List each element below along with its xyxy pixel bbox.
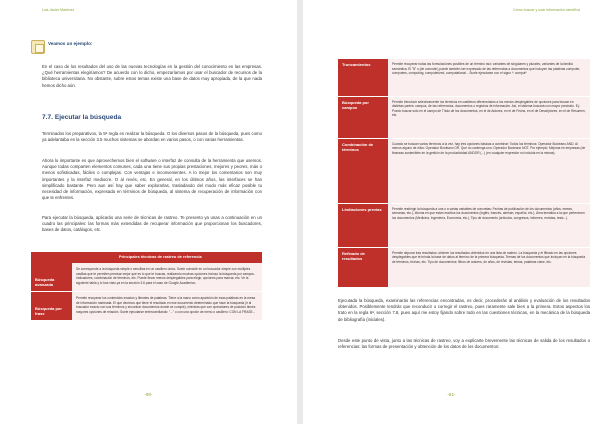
- table-row: [338, 59, 590, 96]
- row-label: Combinación de términos: [338, 138, 388, 203]
- rastreo-techniques-table: [31, 252, 262, 321]
- table-row: [31, 292, 262, 321]
- page-number-right: -91-: [447, 392, 456, 397]
- row-text: Cuando se buscan varios términos a la vez, hay tres opciones básicas a combinar: Todos los términos: Operador Booleano AND. Al menos alguno de ellos: Operador Booleano OR. Que no contenga uno: Operador Booleano NOT. Por ejemplo: Mejoras en empresas (de finanzas sostenibles en la gestión de la productividad ANDOR (...) (en cualquier expresión no incluida en la misma).: [388, 138, 590, 203]
- rastreo-techniques-table-continued: [338, 59, 590, 288]
- note-title: Veamos un ejemplo:: [48, 41, 93, 46]
- note-body: En el caso de los resultados del uso de las nuevas tecnologías en la gestión del conocimiento en las empresas. ¿Qué herramientas elegiríamos? De acuerdo con lo dicho, empezaríamos por usar el buscador de recursos de la biblioteca universitaria. No obstante, sobre estos temas existe una base de datos muy apropiada, de la que nada hemos dicho aún.: [42, 64, 262, 88]
- row-label: Búsqueda por campos: [338, 96, 388, 138]
- row-label: Truncamientos: [338, 59, 388, 96]
- right-page: [303, 0, 600, 424]
- table-row: [338, 247, 590, 287]
- paragraph-2: Desde este punto de vista, junto a las técnicas de rastreo, voy a explicarte brevemente las técnicas de salida de los resultados o referencias: las formas de presentación y obtención de los datos de los documentos:: [338, 338, 590, 350]
- row-label: Búsqueda por frase: [31, 292, 72, 321]
- page-number-left: -90-: [144, 392, 153, 397]
- paragraph-2: Ahora lo importante es que aprovechemos bien el software o interfaz de consulta de la herramienta que usemos. Aunque todas comparten elementos comunes, cada una tiene sus propias prestaciones, mejores y peores, más o menos sofisticadas, fáciles o complejas. Con ventajas e inconvenientes. A lo mejor los comentarios son muy importantes y la interfaz mediocre. O al revés, etc. En general, en los últimos años, las interfaces se han simplificado bastante. Pero aun así hay que saber explorarlas, trasladando del modo más eficaz posible tu necesidad de información, expresada en términos de búsqueda, al sistema de recuperación de información con que te enfrentes.: [42, 158, 262, 201]
- table-row: [31, 263, 262, 292]
- row-label: Refinado de resultados: [338, 247, 388, 287]
- note-icon: [31, 40, 45, 54]
- row-text: Permite introducir selectivamente los términos en casilleros diferenciados a los menús desplegables de opciones para buscar en distintas partes: campos, de las referencias, documentos o registros de información. Así, el sistema buscará con mayor precisión. Ej.: Puedo buscar sólo en el campo de Título de los documentos, en el de Autores, en el de Fecha, en el de Descriptores, en el de Resumen, etc.: [388, 96, 590, 138]
- paragraph-1: Terminados los preparativos, la 5ª regla es realizar la búsqueda. O los diversos pasos de la búsqueda, pues como ya adelantaba en la sección 3.5 muchos sistemas se abordan en varios pasos, o con varias herramientas.: [42, 131, 262, 143]
- paragraph-3: Para ejecutar la búsqueda, aplicarás una serie de técnicas de rastreo. Te presento ya unas a continuación en un cuadro las principales: las formas más extendidas de recuperar información que proporcionan los buscadores, bases de datos, catálogos, etc.: [42, 215, 262, 233]
- row-text: Permite recuperar los contenidos exactos y literales de palabras. Tiene a la mano como aparición de esas palabras en la mesa de información rastreada. El que decimos que tiene el resultado en ese documento determinado que hace la búsqueda (ir al buscador exacto con sus términos y encontrar documentos donde se cumple), mientras que con operadores de posición tienes mayores opciones de relación. Suele ejecutarse entrecomillando: "..." o con una opción de menú o casillero: CON LA FRASE...: [72, 292, 262, 321]
- running-header-right: Cómo buscar y usar información científica: [513, 8, 580, 12]
- table-row: [338, 203, 590, 247]
- table-title: Principales técnicas de rastreo de referencia: [31, 252, 262, 263]
- left-page: [0, 0, 297, 424]
- table-row: [338, 96, 590, 138]
- running-header-left: Luis Javier Martínez: [42, 8, 75, 12]
- row-text: Permite restringir la búsqueda a una o a varias variables de concretas: Fechas de publicación de los documentos (años, meses, semanas, etc.), Idioma en que están escritos los documentos (inglés, francés, alemán, español, etc.), Área temática a la que pertenecen los documentos (Medicina, Ingeniería, Economía, etc.), Tipo de documento (artículos, congresos, informes, revistas, tesis...).: [388, 203, 590, 247]
- row-label: Limitaciones previas: [338, 203, 388, 247]
- row-text: Permite depurar tras resultados: obtener los resultados obtenidos en una lista de rastreo. La búsqueda y el filtrado en las opciones desplegables que te brinda la base de datos al término de la primera búsqueda. Termas de los documentos que incluyan en la búsqueda de términos, fechas, etc. Tipo de documentos: filtros de autores, de años, de revistas, temas, palabras clave, etc.: [388, 247, 590, 287]
- row-text: Se corresponde a la búsqueda simple o sencillas en un casillero único. Suele coincidir en un buscador simple con múltiples casillas que te permiten precisar mejor qué es lo que te buscas, realizando muchas opciones incluso la búsqueda por campos. Indicadores, combinación de términos, etc. Puede llevar menús desplegables para elegir, opciones para marcar, etc. Ve la siguiente tabla y lo has visto ya en la sección 3.6 para el caso de Google Académico.: [72, 263, 262, 292]
- row-label: Búsqueda avanzada: [31, 263, 72, 292]
- table-row: [338, 138, 590, 203]
- paragraph-1: Ejecutada la búsqueda, examinarás las referencias encontradas, es decir, procederás al análisis y evaluación de los resultados obtenidos. Posiblemente tendrás que reconducir o corregir el rastreo, pues raramente sale bien a la primera. Estos aspectos los trato en la regla 6ª, sección 7.8, pues aquí me estoy fijando sobre todo en las cuestiones técnicas, en la mecánica de la búsqueda de bibliografía (iniciales).: [338, 298, 590, 322]
- row-text: Permite recuperar todas las formulaciones posibles de un término raíz: variantes de singulares y plurales, variantes de la familia semántica. El "$" o (de comodín) puede también ser expresado de las referencias a documentos que incluyen las palabras computer, computers, computing, computerized, computational... Suele ejecutarse con el signo *: comput*: [388, 59, 590, 96]
- section-title: 7.7. Ejecutar la búsqueda: [42, 114, 122, 121]
